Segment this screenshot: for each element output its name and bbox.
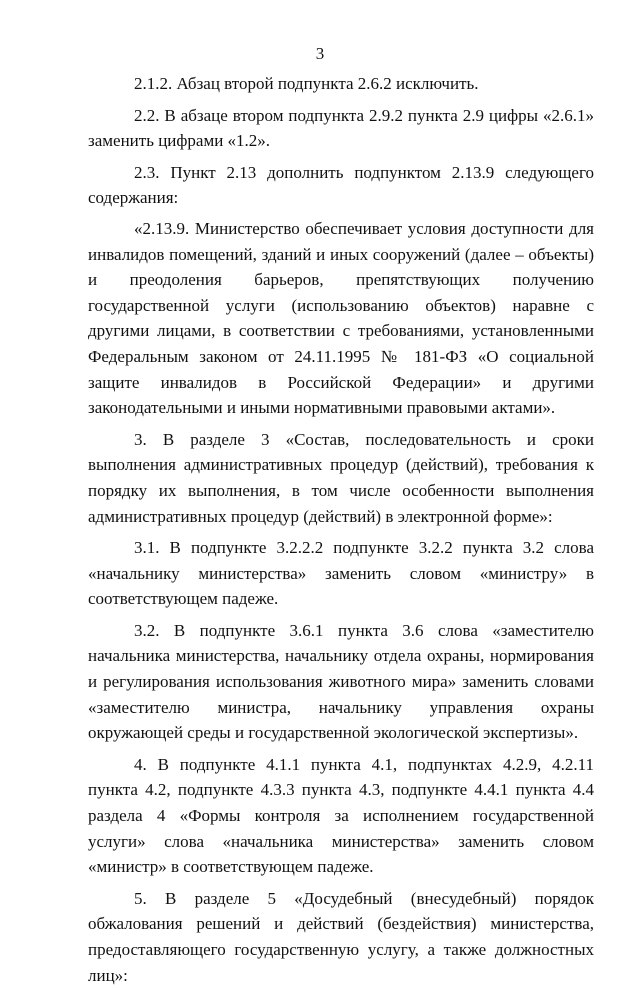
document-body <box>88 71 594 988</box>
paragraph-4: 4. В подпункте 4.1.1 пункта 4.1, подпунктах 4.2.9, 4.2.11 пункта 4.2, подпункте 4.3.3 пункта 4.3, подпункте 4.4.1 пункта 4.4 раздела 4 «Формы контроля за исполнением государственной услуги» слова «начальника министерства» заменить словом «министр» в соответствующем падеже. <box>88 754 594 877</box>
paragraph-5: 5. В разделе 5 «Досудебный (внесудебный) порядок обжалования решений и действий (бездействия) министерства, предоставляющего государственную услугу, а также должностных лиц»: <box>88 888 594 985</box>
paragraph-2-1-2: 2.1.2. Абзац второй подпункта 2.6.2 исключить. <box>134 74 479 93</box>
page-number: 3 <box>315 44 325 63</box>
paragraph-3-1: 3.1. В подпункте 3.2.2.2 подпункте 3.2.2 пункта 3.2 слова «начальнику министерства» заменить словом «министру» в соответствующем падеже. <box>88 538 594 609</box>
paragraph-3: 3. В разделе 3 «Состав, последовательность и сроки выполнения административных процедур (действий), требования к порядку их выполнения, в том числе особенности выполнения административных процедур (действий) в электронной форме»: <box>88 429 594 526</box>
paragraph-2-3: 2.3. Пункт 2.13 дополнить подпунктом 2.13.9 следующего содержания: <box>88 162 594 208</box>
paragraph-2-2: 2.2. В абзаце втором подпункта 2.9.2 пункта 2.9 цифры «2.6.1» заменить цифрами «1.2». <box>88 105 594 151</box>
paragraph-2-13-9: «2.13.9. Министерство обеспечивает условия доступности для инвалидов помещений, зданий и иных сооружений (далее – объекты) и преодоления барьеров, препятствующих получению государственной услуги (использованию объектов) наравне с другими лицами, в соответствии с требованиями, установленными Федеральным законом от 24.11.1995 № 181-ФЗ «О социальной защите инвалидов в Российской Федерации» и другими законодательными и иными нормативными правовыми актами». <box>88 218 594 418</box>
paragraph-3-2: 3.2. В подпункте 3.6.1 пункта 3.6 слова «заместителю начальника министерства, начальнику отдела охраны, нормирования и регулирования использования животного мира» заменить словами «заместителю министра, начальнику управления охраны окружающей среды и государственной экологической экспертизы». <box>88 620 594 743</box>
